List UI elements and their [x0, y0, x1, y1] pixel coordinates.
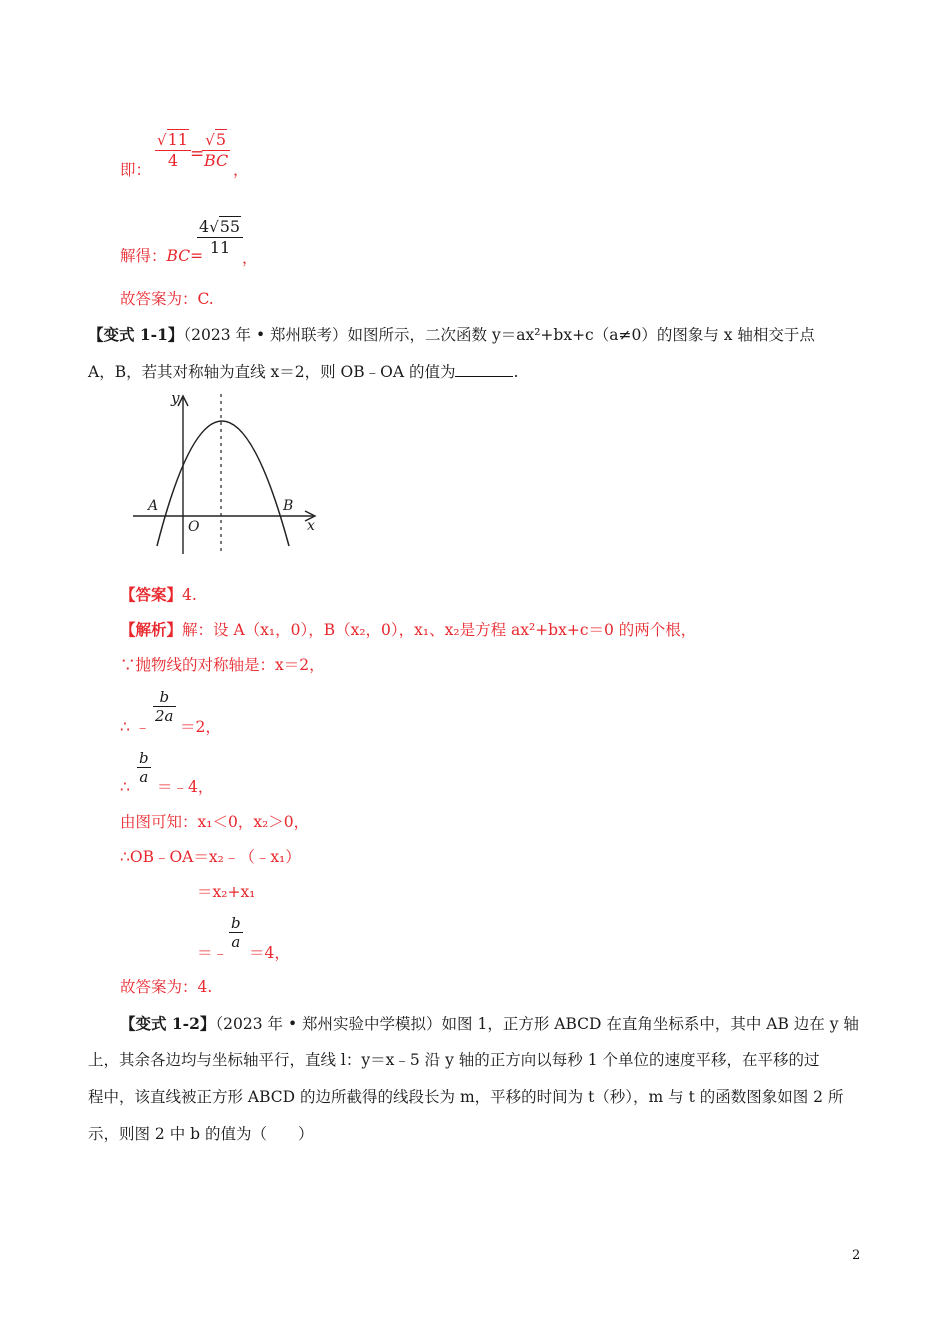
ji-label: 即： [120, 161, 152, 179]
answer-block: 【答案】4. [120, 585, 197, 604]
fraction-4sqrt55-over-11: 4√55 11 [197, 217, 243, 258]
fraction-sqrt5-over-bc: √5 BC [204, 130, 229, 170]
analysis-line1: 【解析】解：设 A（x₁，0），B（x₂，0），x₁、x₂是方程 ax²+bx+c＝0 的两个根， [120, 620, 697, 639]
analysis-answer: 故答案为：4. [120, 978, 213, 996]
analysis-line7: ＝x₂+x₁ [197, 883, 256, 901]
point-b-label: B [283, 498, 294, 514]
variant-1-2-line1: 【变式 1-2】（2023 年 • 郑州实验中学模拟）如图 1，正方形 ABCD 在直角坐标系中，其中 AB 边在 y 轴 [120, 1014, 859, 1033]
fraction-b-over-a: b a [139, 749, 149, 786]
analysis-line6: ∴OB﹣OA＝x₂﹣（﹣x₁） [120, 848, 301, 866]
equals-sign: = [190, 144, 205, 164]
equals-minus-4: ＝﹣4， [157, 778, 214, 796]
variant-1-1-line1: 【变式 1-1】（2023 年 • 郑州联考）如图所示，二次函数 y＝ax²+bx+c（a≠0）的图象与 x 轴相交于点 [88, 325, 815, 344]
equals-2: ＝2， [180, 718, 221, 736]
parabola-graph [125, 388, 325, 556]
variant-1-2-line4: 示，则图 2 中 b 的值为（ ） [88, 1125, 314, 1143]
jiede-label: 解得：BC= [120, 247, 204, 265]
parabola-curve [157, 421, 289, 546]
analysis-line5: 由图可知：x₁＜0，x₂＞0， [120, 813, 310, 831]
fraction-b-over-a: b a [231, 914, 241, 951]
therefore-symbol: ∴ [120, 778, 130, 796]
answer-line: 故答案为：C. [120, 290, 214, 308]
point-a-label: A [148, 498, 159, 514]
analysis-line2: ∵抛物线的对称轴是：x＝2， [120, 656, 325, 674]
variant-1-2-line2: 上，其余各边均与坐标轴平行，直线 l：y＝x﹣5 沿 y 轴的正方向以每秒 1 个单位的速度平移，在平移的过 [88, 1051, 820, 1069]
x-label: x [307, 518, 315, 534]
variant-1-1-line2: A，B，若其对称轴为直线 x＝2，则 OB﹣OA 的值为 . [88, 363, 519, 381]
y-label: y [171, 389, 180, 407]
analysis-line8-prefix: ＝﹣ [197, 944, 229, 962]
comma: ， [242, 249, 258, 267]
variant-1-2-line3: 程中，该直线被正方形 ABCD 的边所截得的线段长为 m，平移的时间为 t（秒），m 与 t 的函数图象如图 2 所 [88, 1088, 844, 1106]
page-number: 2 [852, 1248, 861, 1263]
answer-blank[interactable] [455, 376, 513, 377]
fraction-sqrt11-over-4: √11 4 [155, 130, 191, 171]
analysis-line8-suffix: ＝4， [249, 944, 290, 962]
comma: ， [233, 161, 249, 179]
origin-label: O [188, 519, 200, 535]
therefore-symbol: ∴ ﹣ [120, 718, 151, 736]
fraction-b-over-2a: b 2a [155, 688, 174, 725]
